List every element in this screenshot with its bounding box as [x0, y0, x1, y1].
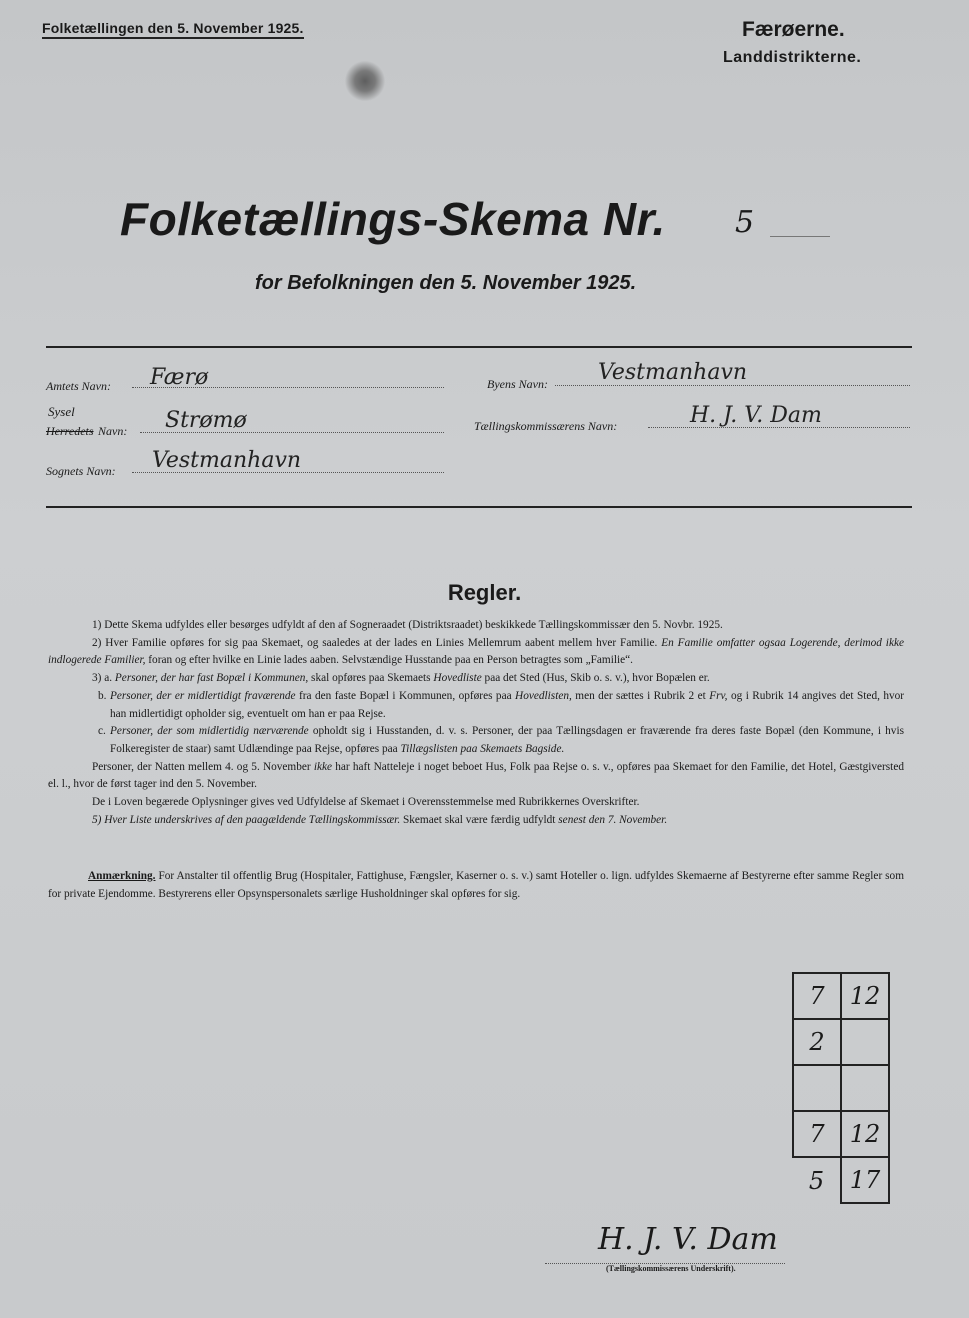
tally-row	[793, 1019, 889, 1065]
by-label: Byens Navn:	[487, 377, 548, 391]
rule-3b	[48, 688, 904, 723]
amt-label: Amtets Navn:	[46, 379, 111, 393]
sogn-label: Sognets Navn:	[46, 464, 116, 478]
rule-3a	[48, 670, 904, 688]
rule-6	[48, 812, 904, 830]
rule-6-italic: 5) Hver Liste underskrives af den paagældende Tællingskommissær.	[92, 813, 401, 826]
form-number: 5	[735, 205, 755, 240]
tally-table	[792, 972, 890, 1204]
herred-label-struck: Herredets	[46, 424, 94, 438]
rule-3b-mid: men der sættes i Rubrik 2 et	[575, 689, 706, 702]
rule-3b-italic2: Hovedlisten,	[515, 689, 572, 702]
rule-3a-end: paa det Sted (Hus, Skib o. s. v.), hvor Bopælen er.	[484, 672, 710, 685]
annotation-label: Anmærkning.	[88, 870, 156, 882]
tally-row	[793, 1157, 889, 1203]
rule-3b-italic: Personer, der er midlertidigt fraværende	[109, 689, 296, 702]
herred-value: Strømø	[165, 408, 247, 433]
rule-3b-end: og i Rubrik 14 angives det Sted, hvor han midlertidigt opholder sig, eventuelt om han er paa Rejse.	[110, 689, 905, 720]
ink-smudge	[345, 60, 385, 102]
rule-5	[48, 794, 904, 812]
annotation-text: For Anstalter til offentlig Brug (Hospitaler, Fattighuse, Fængsler, Kaserner o. s. v.) samt Hoteller o. lign. udfyldes Skemaerne af Bestyrerne efter samme Regler som for private Ejendomme. Bestyrerens eller Opsynspersonalets særlige Husholdninger skal opføres for sig.	[48, 870, 904, 900]
rule-1-text: 1) Dette Skema udfyldes eller besørges udfyldt af den af Sogneraadet (Distriktsraadet) beskikkede Tællingskommissær den 5. Novbr. 1925.	[92, 619, 723, 631]
rule-3c-text: opholdt sig i Husstanden, d. v. s. Personer, der paa Tællingsdagen er fraværende fra deres faste Bopæl (den Kommune, i hvis Folkeregister de staar) samt Udlændinge paa Rejse, opføres paa	[110, 725, 904, 755]
tally-row	[793, 973, 889, 1019]
tally-cell: 5	[808, 1166, 825, 1195]
top-rule	[46, 346, 912, 348]
form-subtitle: for Befolkningen den 5. November 1925.	[255, 272, 637, 294]
amt-value: Færø	[150, 365, 209, 390]
region-header: Færøerne.	[742, 18, 845, 41]
rule-3c-prefix: c.	[98, 725, 106, 738]
rules-text	[48, 617, 904, 829]
rule-5-text: De i Loven begærede Oplysninger gives ved Udfyldelse af Skemaet i Overensstemmelse med Rubrikkernes Overskrifter.	[92, 796, 640, 809]
tally-cell	[841, 1065, 889, 1111]
herred-label-over: Sysel	[48, 404, 75, 419]
rule-6-italic2: senest den 7. November.	[558, 813, 668, 826]
signature-label: (Tællingskommissærens Underskrift).	[606, 1264, 736, 1273]
signature-value: H. J. V. Dam	[598, 1222, 778, 1257]
tally-cell: 2	[793, 1019, 841, 1065]
by-dots	[555, 385, 910, 386]
tally-cell: 12	[841, 1111, 889, 1157]
rule-4	[48, 759, 904, 794]
rule-4-text: Personer, der Natten mellem 4. og 5. November	[92, 760, 311, 773]
tally-cell: 17	[841, 1157, 889, 1203]
tally-cell: 7	[793, 1111, 841, 1157]
rule-3c	[48, 723, 904, 758]
bottom-rule	[46, 506, 912, 508]
rules-heading: Regler.	[447, 580, 522, 605]
rule-3a-italic: Personer, der har fast Bopæl i Kommunen,	[114, 672, 309, 685]
rule-3b-text: fra den faste Bopæl i Kommunen, opføres paa	[298, 689, 512, 702]
rule-2-rest: foran og efter hvilke en Linie lades aaben. Selvstændige Husstande paa en Person betragtes som „Familie“.	[148, 654, 633, 667]
rule-3a-italic2: Hovedliste	[433, 672, 482, 685]
rule-2	[48, 635, 904, 670]
rule-3b-italic3: Frv,	[709, 689, 728, 702]
herred-label-rest: Navn:	[98, 424, 128, 438]
rule-3c-italic: Personer, der som midlertidig nærværende	[110, 725, 309, 738]
rule-1	[48, 617, 904, 635]
tally-cell	[793, 1065, 841, 1111]
rule-2-text: 2) Hver Familie opføres for sig paa Skemaet, og saaledes at der lades en Linies Mellemrum aabent mellem hver Familie.	[92, 636, 658, 649]
rule-4-italic: ikke	[313, 760, 333, 773]
kommissaer-label: Tællingskommissærens Navn:	[474, 419, 618, 433]
form-number-line	[770, 236, 830, 237]
by-value: Vestmanhavn	[598, 360, 748, 385]
sogn-value: Vestmanhavn	[152, 448, 302, 473]
rule-3a-text: skal opføres paa Skemaets	[311, 672, 431, 685]
rule-4-rest: har haft Natteleje i noget beboet Hus, Folk paa Rejse o. s. v., opføres paa Skemaet for den Familie, det Hotel, Gæstgiversted el. l., hvor de først tager ind den 5. November.	[48, 760, 904, 791]
rule-3c-italic2: Tillægslisten paa Skemaets Bagside.	[400, 742, 565, 755]
census-date-header: Folketællingen den 5. November 1925.	[42, 20, 304, 39]
tally-row	[793, 1111, 889, 1157]
rule-6-text: Skemaet skal være færdig udfyldt	[402, 813, 556, 826]
tally-row	[793, 1065, 889, 1111]
annotation	[48, 867, 904, 903]
district-header: Landdistrikterne.	[723, 49, 862, 66]
tally-cell: 12	[841, 973, 889, 1019]
form-title: Folketællings-Skema Nr.	[120, 193, 666, 245]
kommissaer-value: H. J. V. Dam	[690, 403, 822, 428]
rule-3b-prefix: b.	[98, 689, 107, 702]
tally-cell: 7	[793, 973, 841, 1019]
rule-2-italic: En Familie omfatter ogsaa Logerende, derimod ikke indlogerede Familier,	[48, 636, 904, 667]
tally-cell	[841, 1019, 889, 1065]
rule-3a-prefix: 3) a.	[92, 672, 113, 685]
